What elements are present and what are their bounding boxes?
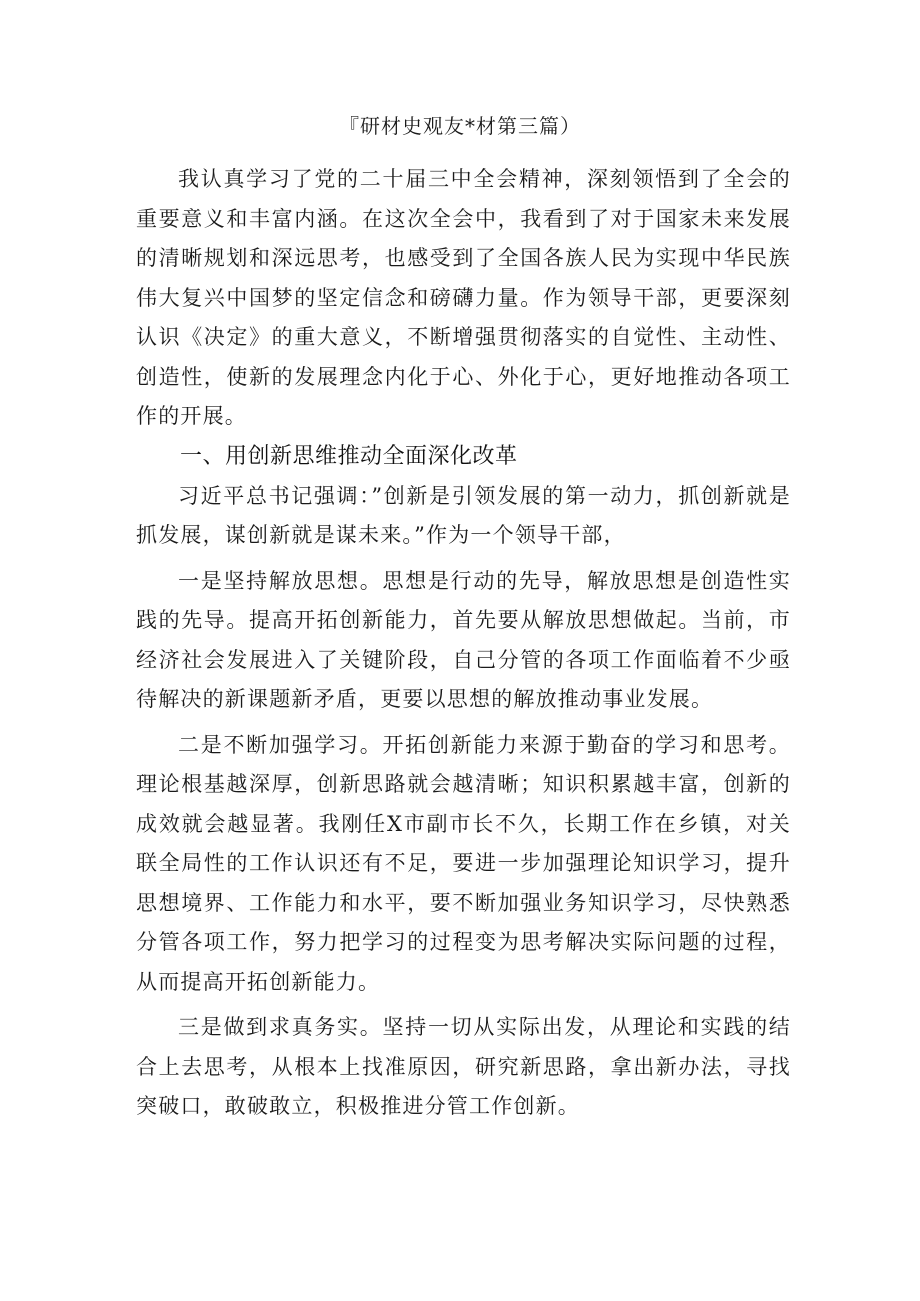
quote-paragraph: 习近平总书记强调：”创新是引领发展的第一动力，抓创新就是抓发展，谋创新就是谋未来。”作为一个领导干部，: [136, 483, 791, 547]
point-one-paragraph: 一是坚持解放思想。思想是行动的先导，解放思想是创造性实践的先导。提高开拓创新能力，首先要从解放思想做起。当前，市经济社会发展进入了关键阶段，自己分管的各项工作面临着不少亟待解决的新课题新矛盾，更要以思想的解放推动事业发展。: [136, 568, 791, 711]
point-three-paragraph: 三是做到求真务实。坚持一切从实际出发，从理论和实践的结合上去思考，从根本上找准原因，研究新思路，拿出新办法，寻找突破口，敢破敢立，积极推进分管工作创新。: [136, 1015, 791, 1118]
document-body: [136, 160, 791, 1127]
point-two-paragraph: 二是不断加强学习。开拓创新能力来源于勤奋的学习和思考。理论根基越深厚，创新思路就会越清晰；知识积累越丰富，创新的成效就会越显著。我刚任X市副市长不久，长期工作在乡镇，对关联全局性的工作认识还有不足，要进一步加强理论知识学习，提升思想境界、工作能力和水平，要不断加强业务知识学习，尽快熟悉分管各项工作，努力把学习的过程变为思考解决实际问题的过程，从而提高开拓创新能力。: [136, 732, 791, 994]
intro-paragraph: 我认真学习了党的二十届三中全会精神，深刻领悟到了全会的重要意义和丰富内涵。在这次全会中，我看到了对于国家未来发展的清晰规划和深远思考，也感受到了全国各族人民为实现中华民族伟大复兴中国梦的坚定信念和磅礴力量。作为领导干部，更要深刻认识《决定》的重大意义，不断增强贯彻落实的自觉性、主动性、创造性，使新的发展理念内化于心、外化于心，更好地推动各项工作的开展。: [136, 167, 791, 428]
document-title: 『研材史观友*材第三篇）: [339, 114, 581, 138]
section-heading: 一、用创新思维推动全面深化改革: [180, 443, 518, 469]
